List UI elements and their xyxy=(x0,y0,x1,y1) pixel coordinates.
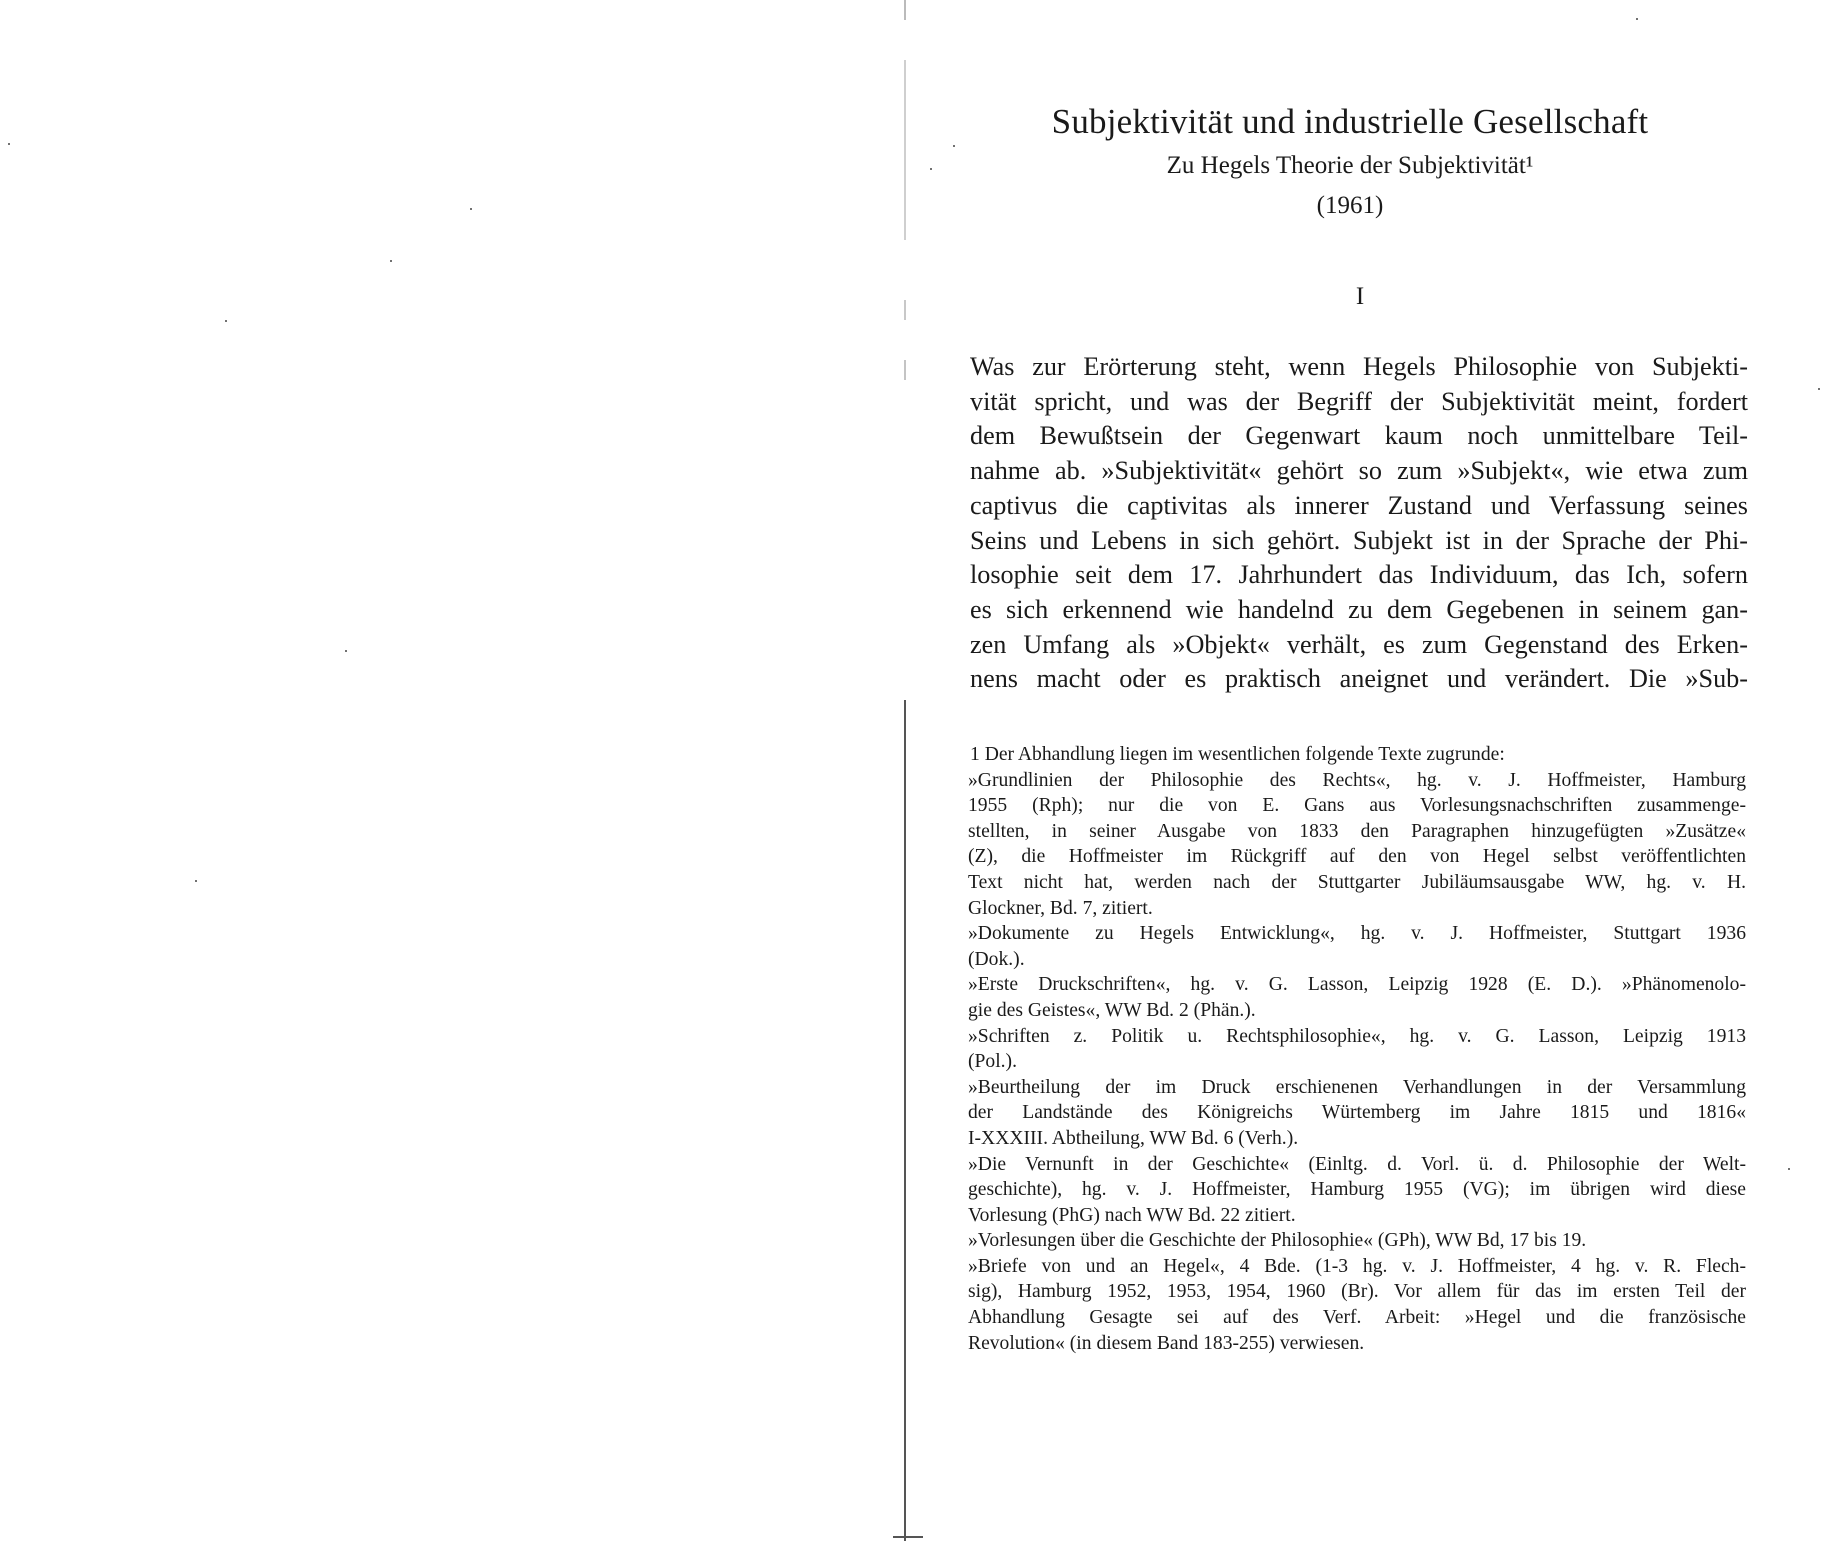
scan-speck xyxy=(470,208,472,210)
scan-speck xyxy=(225,320,227,322)
section-numeral: I xyxy=(1355,283,1365,310)
footnote-line: Glockner, Bd. 7, zitiert. xyxy=(968,897,1153,919)
footnote-line: sig), Hamburg 1952, 1953, 1954, 1960 (Br). Vor allem für das im ersten Teil der xyxy=(968,1281,1746,1303)
footnote-line: stellten, in seiner Ausgabe von 1833 den Paragraphen hinzugefügten »Zusätze« xyxy=(968,820,1746,842)
scan-speck xyxy=(953,145,955,147)
body-line: captivus die captivitas als innerer Zustand und Verfassung seines xyxy=(970,490,1748,520)
gutter-foot-mark xyxy=(893,1536,923,1538)
footnote-line: gie des Geistes«, WW Bd. 2 (Phän.). xyxy=(968,999,1256,1021)
body-paragraph xyxy=(970,350,1748,697)
scan-speck xyxy=(1636,18,1638,20)
footnote-line: »Grundlinien der Philosophie des Rechts«, hg. v. J. Hoffmeister, Hamburg xyxy=(968,769,1746,791)
scan-speck xyxy=(390,260,392,262)
footnote-line: 1955 (Rph); nur die von E. Gans aus Vorlesungsnachschriften zusammenge- xyxy=(968,795,1746,817)
scan-speck xyxy=(195,880,197,882)
footnote-line: »Schriften z. Politik u. Rechtsphilosophie«, hg. v. G. Lasson, Leipzig 1913 xyxy=(968,1025,1746,1047)
footnote-line: der Landstände des Königreichs Würtemberg im Jahre 1815 und 1816« xyxy=(968,1102,1746,1124)
chapter-year: (1961) xyxy=(1316,192,1384,219)
footnote-line: (Pol.). xyxy=(968,1051,1017,1073)
chapter-title: Subjektivität und industrielle Gesellschaft xyxy=(1051,102,1649,141)
body-line: es sich erkennend wie handelnd zu dem Gegebenen in seinem gan- xyxy=(970,594,1748,624)
footnote-line: 1 Der Abhandlung liegen im wesentlichen folgende Texte zugrunde: xyxy=(970,744,1505,765)
body-line: nens macht oder es praktisch aneignet und verändert. Die »Sub- xyxy=(970,664,1748,694)
footnote-line: »Die Vernunft in der Geschichte« (Einltg. d. Vorl. ü. d. Philosophie der Welt- xyxy=(968,1153,1746,1175)
scan-speck xyxy=(345,650,347,652)
chapter-subtitle: Zu Hegels Theorie der Subjektivität¹ xyxy=(1166,152,1534,179)
footnote-line: »Vorlesungen über die Geschichte der Philosophie« (GPh), WW Bd, 17 bis 19. xyxy=(968,1230,1587,1252)
footnote-line: Text nicht hat, werden nach der Stuttgarter Jubiläumsausgabe WW, hg. v. H. xyxy=(968,871,1746,893)
body-line: dem Bewußtsein der Gegenwart kaum noch unmittelbare Teil- xyxy=(970,421,1748,451)
footnote-line: »Erste Druckschriften«, hg. v. G. Lasson, Leipzig 1928 (E. D.). »Phänomenolo- xyxy=(968,974,1746,996)
scan-speck xyxy=(8,143,10,145)
scan-speck xyxy=(1788,1168,1790,1170)
footnote-line: I-XXXIII. Abtheilung, WW Bd. 6 (Verh.). xyxy=(968,1127,1299,1149)
chapter-heading xyxy=(970,100,1730,224)
body-line: losophie seit dem 17. Jahrhundert das Individuum, das Ich, sofern xyxy=(970,560,1748,590)
footnote-line: »Dokumente zu Hegels Entwicklung«, hg. v. J. Hoffmeister, Stuttgart 1936 xyxy=(968,923,1746,945)
footnote-line: geschichte), hg. v. J. Hoffmeister, Hamburg 1955 (VG); im übrigen wird diese xyxy=(968,1179,1746,1201)
footnote-line: Vorlesung (PhG) nach WW Bd. 22 zitiert. xyxy=(968,1204,1296,1226)
footnote-line: Abhandlung Gesagte sei auf des Verf. Arbeit: »Hegel und die französische xyxy=(968,1307,1746,1329)
scan-speck xyxy=(930,168,932,170)
footnote-block xyxy=(968,742,1746,1356)
body-line: nahme ab. »Subjektivität« gehört so zum »Subjekt«, wie etwa zum xyxy=(970,456,1748,486)
footnote-line: (Z), die Hoffmeister im Rückgriff auf den von Hegel selbst veröffentlichten xyxy=(968,846,1746,868)
footnote-line: (Dok.). xyxy=(968,948,1025,970)
body-line: vität spricht, und was der Begriff der Subjektivität meint, fordert xyxy=(970,386,1748,416)
scan-speck xyxy=(1818,388,1820,390)
body-line: Seins und Lebens in sich gehört. Subjekt ist in der Sprache der Phi- xyxy=(970,525,1748,555)
footnote-line: »Briefe von und an Hegel«, 4 Bde. (1-3 hg. v. J. Hoffmeister, 4 hg. v. R. Flech- xyxy=(968,1255,1746,1277)
footnote-line: »Beurtheilung der im Druck erschienenen Verhandlungen in der Versammlung xyxy=(968,1076,1746,1098)
body-line: zen Umfang als »Objekt« verhält, es zum Gegenstand des Erken- xyxy=(970,629,1748,659)
body-line: Was zur Erörterung steht, wenn Hegels Philosophie von Subjekti- xyxy=(970,352,1748,381)
footnote-line: Revolution« (in diesem Band 183-255) verwiesen. xyxy=(968,1332,1365,1354)
page-gutter-divider xyxy=(904,0,906,1541)
